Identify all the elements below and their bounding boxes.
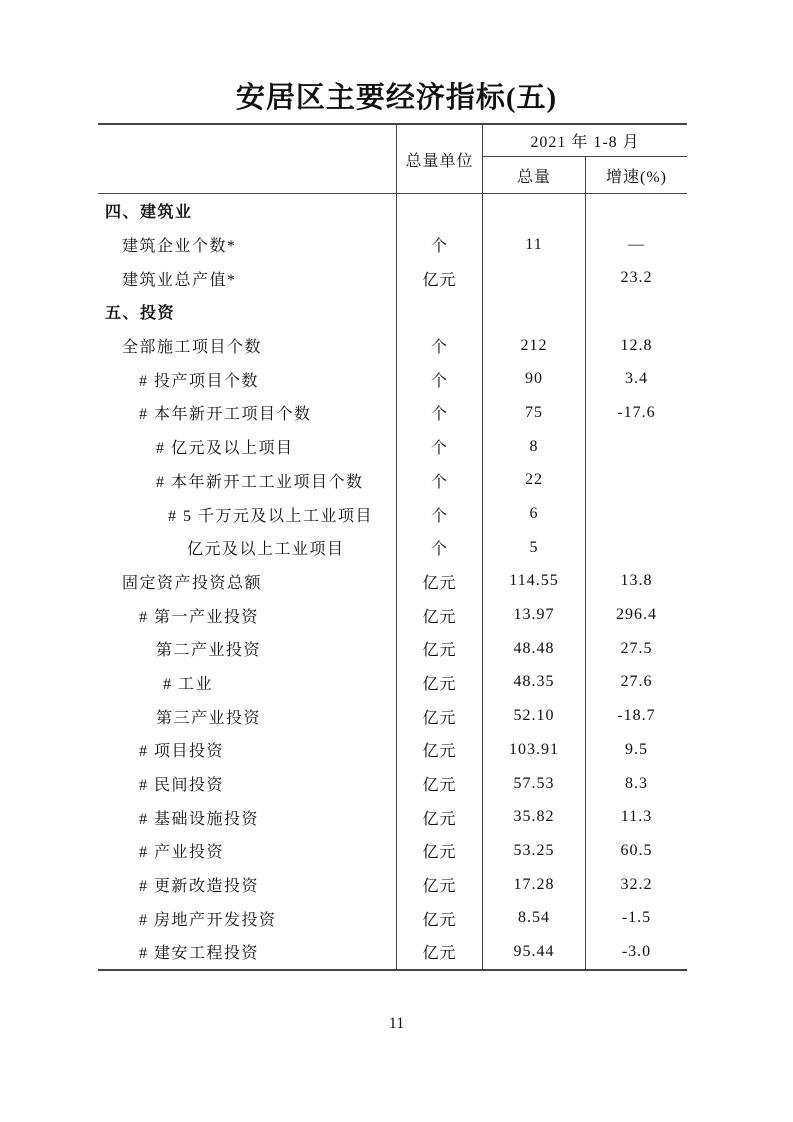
row-unit: 个 (396, 228, 483, 262)
row-growth-value: 23.2 (585, 261, 687, 295)
row-unit: 亿元 (396, 935, 483, 969)
header-indicator-column (98, 125, 396, 193)
row-unit: 亿元 (396, 733, 483, 767)
row-label: 建筑企业个数* (122, 238, 237, 256)
row-growth-value (585, 295, 687, 329)
table-row (98, 228, 687, 262)
row-growth-value (585, 194, 687, 228)
row-growth-value (585, 497, 687, 531)
row-label: 第二产业投资 (156, 642, 262, 660)
table-row (98, 800, 687, 834)
table-row (98, 396, 687, 430)
row-unit: 个 (396, 430, 483, 464)
row-label: # 项目投资 (139, 743, 225, 761)
table-row (98, 733, 687, 767)
indicators-table (98, 123, 687, 971)
row-label: # 5 千万元及以上工业项目 (168, 507, 374, 525)
row-total-value: 48.35 (513, 673, 555, 691)
row-unit (396, 194, 483, 228)
row-growth-value: -3.0 (585, 935, 687, 969)
row-label: 固定资产投资总额 (122, 574, 263, 592)
row-growth-value: -1.5 (585, 901, 687, 935)
page-title: 安居区主要经济指标(五) (235, 82, 558, 114)
row-growth-value: 8.3 (585, 767, 687, 801)
table-row (98, 329, 687, 363)
table-row (98, 430, 687, 464)
table-row (98, 935, 687, 969)
row-label: # 本年新开工工业项目个数 (156, 473, 364, 491)
row-total-value: 35.82 (513, 808, 555, 826)
row-growth-value: 11.3 (585, 800, 687, 834)
table-row (98, 699, 687, 733)
row-unit: 亿元 (396, 598, 483, 632)
row-label: # 第一产业投资 (139, 608, 260, 626)
table-row (98, 261, 687, 295)
row-label: # 更新改造投资 (139, 878, 260, 896)
row-total-value: 53.25 (513, 841, 555, 859)
row-growth-value: 32.2 (585, 868, 687, 902)
table-header (98, 125, 687, 194)
table-row (98, 295, 687, 329)
row-growth-value: -17.6 (585, 396, 687, 430)
row-growth-value: 27.5 (585, 632, 687, 666)
row-growth-value: — (585, 228, 687, 262)
row-growth-value: 12.8 (585, 329, 687, 363)
row-unit: 亿元 (396, 834, 483, 868)
table-body (98, 194, 687, 969)
row-total-value: 6 (529, 505, 539, 523)
row-growth-value (585, 430, 687, 464)
row-unit: 亿元 (396, 868, 483, 902)
row-growth-value: 60.5 (585, 834, 687, 868)
table-row (98, 868, 687, 902)
row-growth-value: 3.4 (585, 362, 687, 396)
row-total-value: 212 (520, 336, 548, 354)
row-growth-value: 27.6 (585, 666, 687, 700)
row-total-value: 57.53 (513, 774, 555, 792)
row-unit: 亿元 (396, 699, 483, 733)
row-total-value: 5 (529, 538, 539, 556)
row-total-value: 114.55 (509, 572, 559, 590)
row-label: 五、投资 (105, 305, 176, 323)
header-total-column: 总量 (516, 168, 551, 186)
row-label: # 基础设施投资 (139, 810, 260, 828)
row-growth-value: -18.7 (585, 699, 687, 733)
row-total-value: 52.10 (513, 707, 555, 725)
table-row (98, 531, 687, 565)
table-row (98, 901, 687, 935)
table-row (98, 362, 687, 396)
row-label: 第三产业投资 (156, 709, 262, 727)
row-label: 亿元及以上工业项目 (187, 541, 345, 559)
page-number: 11 (388, 1015, 405, 1032)
row-growth-value (585, 531, 687, 565)
row-total-value: 8.54 (518, 909, 550, 927)
row-unit: 个 (396, 497, 483, 531)
row-label: # 产业投资 (139, 844, 225, 862)
table-row (98, 598, 687, 632)
row-total-value: 75 (525, 403, 543, 421)
row-total-value: 13.97 (513, 606, 555, 624)
table-row (98, 666, 687, 700)
row-total-value: 90 (525, 370, 543, 388)
row-total-value: 22 (525, 471, 543, 489)
row-unit: 亿元 (396, 666, 483, 700)
row-label: 全部施工项目个数 (122, 339, 263, 357)
row-total-value (483, 295, 585, 329)
table-row (98, 194, 687, 228)
row-growth-value: 9.5 (585, 733, 687, 767)
row-unit: 亿元 (396, 565, 483, 599)
row-total-value: 8 (529, 437, 539, 455)
header-growth-column: 增速(%) (585, 157, 687, 193)
row-growth-value (585, 464, 687, 498)
row-unit: 个 (396, 531, 483, 565)
row-unit: 个 (396, 362, 483, 396)
header-period: 2021 年 1-8 月 (483, 125, 687, 157)
row-label: # 本年新开工项目个数 (139, 406, 312, 424)
row-label: # 民间投资 (139, 777, 225, 795)
row-total-value: 17.28 (513, 875, 555, 893)
row-unit: 亿元 (396, 261, 483, 295)
row-label: # 房地产开发投资 (139, 911, 277, 929)
row-total-value (483, 194, 585, 228)
row-label: # 亿元及以上项目 (156, 440, 294, 458)
row-growth-value: 296.4 (585, 598, 687, 632)
row-total-value: 48.48 (513, 639, 555, 657)
header-unit-column: 总量单位 (396, 125, 483, 193)
row-label: # 工业 (163, 675, 214, 693)
row-unit (396, 295, 483, 329)
row-total-value (483, 261, 585, 295)
row-unit: 个 (396, 464, 483, 498)
row-total-value: 103.91 (509, 740, 559, 758)
row-unit: 个 (396, 329, 483, 363)
row-label: # 投产项目个数 (139, 372, 260, 390)
row-growth-value: 13.8 (585, 565, 687, 599)
row-total-value: 11 (525, 235, 543, 253)
table-row (98, 497, 687, 531)
row-label: 建筑业总产值* (122, 271, 237, 289)
row-unit: 个 (396, 396, 483, 430)
row-unit: 亿元 (396, 800, 483, 834)
row-unit: 亿元 (396, 767, 483, 801)
table-row (98, 767, 687, 801)
table-row (98, 464, 687, 498)
row-unit: 亿元 (396, 901, 483, 935)
row-label: 四、建筑业 (105, 204, 193, 222)
row-total-value: 95.44 (513, 942, 555, 960)
row-unit: 亿元 (396, 632, 483, 666)
table-row (98, 834, 687, 868)
table-row (98, 632, 687, 666)
table-row (98, 565, 687, 599)
row-label: # 建安工程投资 (139, 945, 260, 963)
